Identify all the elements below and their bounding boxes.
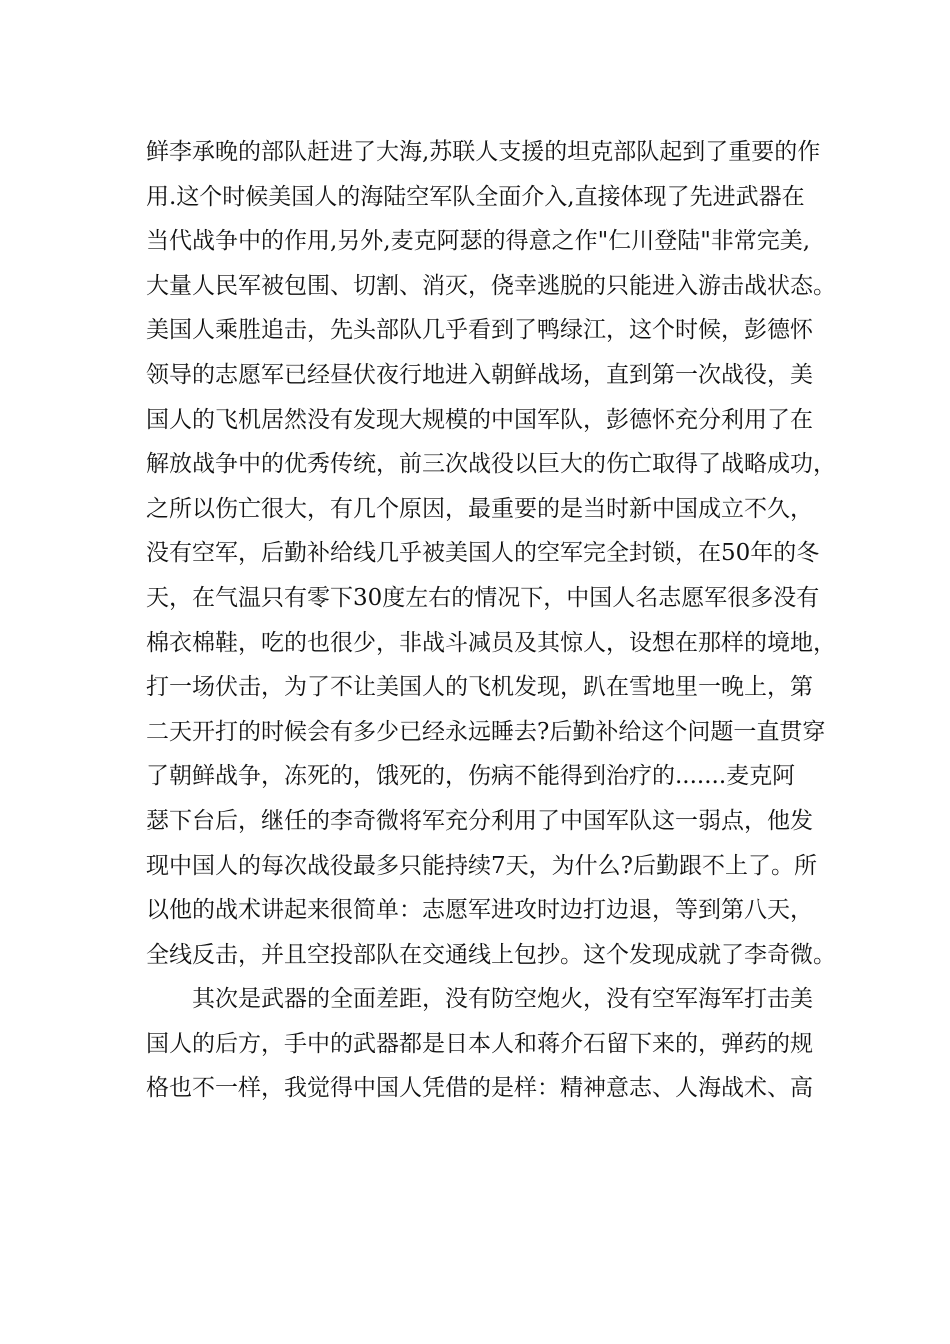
text-line: 用.这个时候美国人的海陆空军队全面介入,直接体现了先进武器在	[146, 183, 805, 210]
text-line: 美国人乘胜追击，先头部队几乎看到了鸭绿江，这个时候，彭德怀	[146, 317, 813, 344]
text-line: 大量人民军被包围、切割、消灭，侥幸逃脱的只能进入游击战状态。	[146, 272, 836, 299]
text-line: 格也不一样，我觉得中国人凭借的是样：精神意志、人海战术、高	[146, 1075, 813, 1102]
text-line: 领导的志愿军已经昼伏夜行地进入朝鲜战场，直到第一次战役，美	[146, 361, 813, 388]
text-line: 鲜李承晚的部队赶进了大海,苏联人支援的坦克部队起到了重要的作	[146, 139, 821, 165]
text-line: 现中国人的每次战役最多只能持续7天，为什么?后勤跟不上了。所	[146, 852, 817, 879]
text-line: 以他的战术讲起来很简单：志愿军进攻时边打边退，等到第八天，	[146, 897, 813, 924]
text-line: 当代战争中的作用,另外,麦克阿瑟的得意之作"仁川登陆"非常完美,	[146, 228, 811, 255]
text-line: 瑟下台后，继任的李奇微将军充分利用了中国军队这一弱点，他发	[146, 807, 813, 834]
text-line: 国人的飞机居然没有发现大规模的中国军队，彭德怀充分利用了在	[146, 406, 813, 433]
text-line: 国人的后方，手中的武器都是日本人和蒋介石留下来的，弹药的规	[146, 1030, 813, 1057]
text-line: 天，在气温只有零下30度左右的情况下，中国人名志愿军很多没有	[146, 584, 820, 611]
text-line: 解放战争中的优秀传统，前三次战役以巨大的伤亡取得了战略成功，	[146, 451, 836, 478]
text-line: 没有空军，后勤补给线几乎被美国人的空军完全封锁，在50年的冬	[146, 540, 820, 567]
paragraph-start-line: 其次是武器的全面差距，没有防空炮火，没有空军海军打击美	[192, 986, 813, 1013]
text-line: 打一场伏击，为了不让美国人的飞机发现，趴在雪地里一晚上，第	[146, 674, 813, 701]
text-line: 二天开打的时候会有多少已经永远睡去?后勤补给这个问题一直贯穿	[146, 718, 826, 745]
text-line: 棉衣棉鞋，吃的也很少，非战斗减员及其惊人，设想在那样的境地，	[146, 629, 836, 656]
text-line: 了朝鲜战争，冻死的，饿死的，伤病不能得到治疗的.......麦克阿	[146, 763, 796, 790]
text-line: 之所以伤亡很大，有几个原因，最重要的是当时新中国成立不久，	[146, 495, 813, 522]
body-text	[146, 130, 836, 1111]
text-line: 全线反击，并且空投部队在交通线上包抄。这个发现成就了李奇微。	[146, 941, 836, 968]
